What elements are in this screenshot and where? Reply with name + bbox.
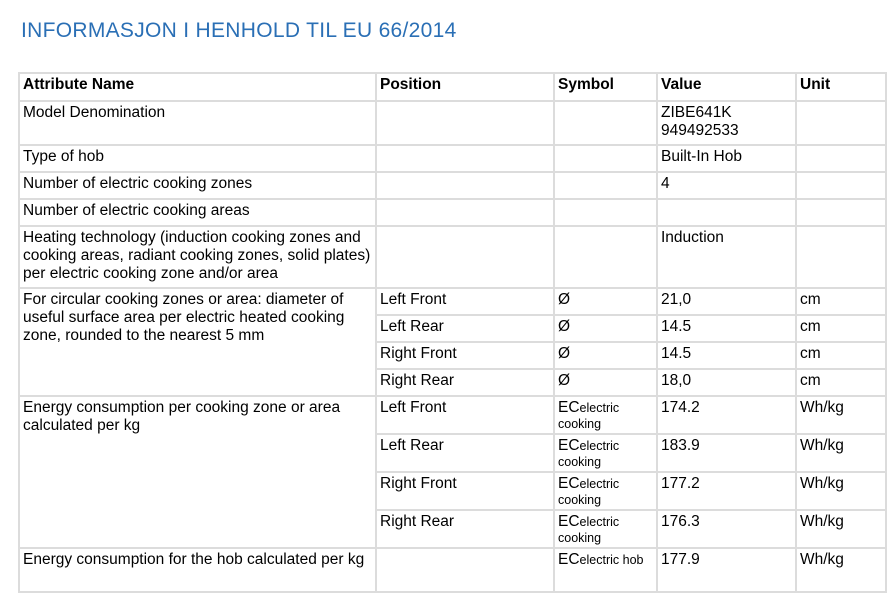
table-row xyxy=(19,226,886,288)
symbol-sub2: cooking xyxy=(558,417,602,431)
unit-cell: cm xyxy=(796,342,886,369)
symbol-sub2: cooking xyxy=(558,493,602,507)
symbol-cell xyxy=(554,145,657,172)
position-cell: Right Rear xyxy=(376,510,554,548)
header-unit: Unit xyxy=(796,73,886,101)
symbol-cell: Ø xyxy=(554,369,657,396)
header-value: Value xyxy=(657,73,796,101)
attribute-cell: Number of electric cooking zones xyxy=(19,172,376,199)
table-row xyxy=(19,396,886,434)
energy-info-table xyxy=(18,72,887,593)
attribute-cell: Model Denomination xyxy=(19,101,376,145)
unit-cell xyxy=(796,199,886,226)
unit-cell: Wh/kg xyxy=(796,434,886,472)
value-cell: 174.2 xyxy=(657,396,796,434)
symbol-main: EC xyxy=(558,399,580,416)
symbol-main: EC xyxy=(558,437,580,454)
position-cell: Left Rear xyxy=(376,434,554,472)
position-cell xyxy=(376,145,554,172)
symbol-cell: Ø xyxy=(554,288,657,315)
position-cell xyxy=(376,548,554,592)
symbol-sub2: cooking xyxy=(558,531,602,545)
position-cell xyxy=(376,226,554,288)
value-cell: Induction xyxy=(657,226,796,288)
attribute-cell: Number of electric cooking areas xyxy=(19,199,376,226)
unit-cell: Wh/kg xyxy=(796,548,886,592)
symbol-main: EC xyxy=(558,513,580,530)
symbol-sub: electric xyxy=(579,439,620,453)
attribute-cell: Heating technology (induction cooking zones and cooking areas, radiant cooking zones, solid plates) per electric cooking zone and/or area xyxy=(19,226,376,288)
unit-cell: cm xyxy=(796,369,886,396)
position-cell: Right Front xyxy=(376,472,554,510)
value-cell: 177.9 xyxy=(657,548,796,592)
position-cell: Left Front xyxy=(376,288,554,315)
symbol-cell xyxy=(554,226,657,288)
unit-cell xyxy=(796,145,886,172)
table-row xyxy=(19,288,886,315)
unit-cell xyxy=(796,101,886,145)
position-cell xyxy=(376,199,554,226)
table-row xyxy=(19,199,886,226)
header-position: Position xyxy=(376,73,554,101)
symbol-cell xyxy=(554,199,657,226)
symbol-sub: electric xyxy=(579,477,620,491)
symbol-sub: electric hob xyxy=(579,553,644,567)
position-cell: Left Rear xyxy=(376,315,554,342)
value-cell: 18,0 xyxy=(657,369,796,396)
value-cell: 14.5 xyxy=(657,342,796,369)
unit-cell: Wh/kg xyxy=(796,472,886,510)
value-cell: 14.5 xyxy=(657,315,796,342)
value-cell: 177.2 xyxy=(657,472,796,510)
unit-cell: cm xyxy=(796,315,886,342)
symbol-cell: Ø xyxy=(554,342,657,369)
table-header-row xyxy=(19,73,886,101)
unit-cell: Wh/kg xyxy=(796,510,886,548)
symbol-sub: electric xyxy=(579,515,620,529)
symbol-main: EC xyxy=(558,551,580,568)
unit-cell: Wh/kg xyxy=(796,396,886,434)
table-row xyxy=(19,548,886,592)
value-cell xyxy=(657,101,796,145)
product-number: 949492533 xyxy=(661,122,739,139)
position-cell: Right Rear xyxy=(376,369,554,396)
header-symbol: Symbol xyxy=(554,73,657,101)
symbol-sub2: cooking xyxy=(558,455,602,469)
attribute-cell: Type of hob xyxy=(19,145,376,172)
symbol-cell xyxy=(554,172,657,199)
page-title: INFORMASJON I HENHOLD TIL EU 66/2014 xyxy=(21,19,457,42)
header-attribute: Attribute Name xyxy=(19,73,376,101)
value-cell: Built-In Hob xyxy=(657,145,796,172)
symbol-cell xyxy=(554,548,657,592)
value-cell: 21,0 xyxy=(657,288,796,315)
attribute-cell: Energy consumption for the hob calculated per kg xyxy=(19,548,376,592)
model-name: ZIBE641K xyxy=(661,104,732,121)
position-cell: Left Front xyxy=(376,396,554,434)
position-cell: Right Front xyxy=(376,342,554,369)
unit-cell: cm xyxy=(796,288,886,315)
value-cell: 176.3 xyxy=(657,510,796,548)
unit-cell xyxy=(796,226,886,288)
table-row xyxy=(19,101,886,145)
symbol-main: EC xyxy=(558,475,580,492)
symbol-cell xyxy=(554,510,657,548)
value-cell: 4 xyxy=(657,172,796,199)
position-cell xyxy=(376,172,554,199)
unit-cell xyxy=(796,172,886,199)
position-cell xyxy=(376,101,554,145)
symbol-cell xyxy=(554,434,657,472)
value-cell xyxy=(657,199,796,226)
attribute-cell: For circular cooking zones or area: diameter of useful surface area per electric heated cooking zone, rounded to the nearest 5 mm xyxy=(19,288,376,396)
symbol-cell: Ø xyxy=(554,315,657,342)
table-row xyxy=(19,172,886,199)
table-row xyxy=(19,145,886,172)
symbol-cell xyxy=(554,101,657,145)
symbol-cell xyxy=(554,472,657,510)
attribute-cell: Energy consumption per cooking zone or area calculated per kg xyxy=(19,396,376,548)
symbol-sub: electric xyxy=(579,401,620,415)
value-cell: 183.9 xyxy=(657,434,796,472)
symbol-cell xyxy=(554,396,657,434)
